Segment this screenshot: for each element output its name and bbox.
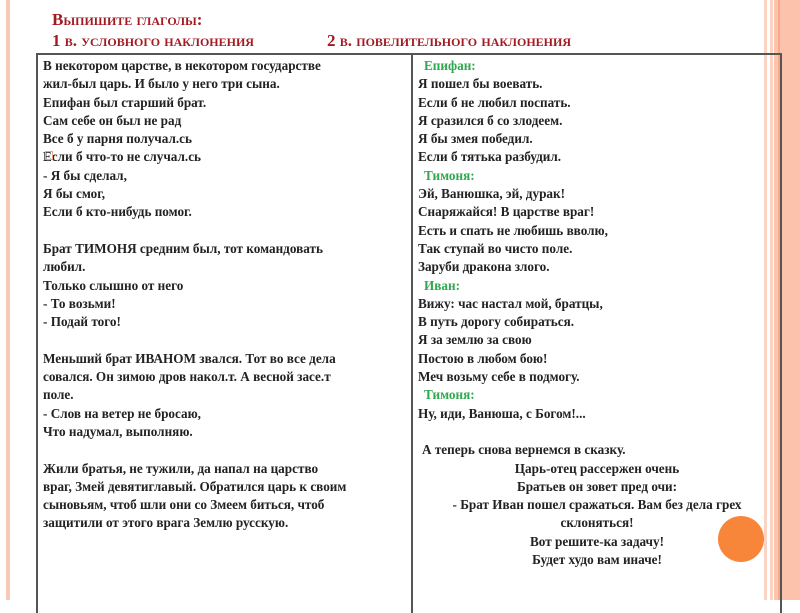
story-line: любил. — [43, 259, 86, 275]
story-line: жил-был царь. И было у него три сына. — [43, 76, 280, 92]
dialogue-line: Эй, Ванюшка, эй, дурак! — [418, 186, 565, 202]
story-line: - Слов на ветер не бросаю, — [43, 405, 201, 421]
story-line: Если б кто-нибудь помог. — [43, 204, 192, 220]
ending-line: Вот решите-ка задачу! — [530, 533, 664, 549]
story-line: Все б у парня получал.сь — [43, 131, 192, 147]
story-line: Только слышно от него — [43, 277, 184, 293]
story-line: В некотором царстве, в некотором государстве — [43, 58, 321, 73]
dialogue-line: Заруби дракона злого. — [418, 259, 550, 275]
ending-line: склоняться! — [560, 515, 634, 531]
blank-line — [43, 222, 407, 240]
dialogue-line: Ну, иди, Ванюша, с Богом!... — [418, 405, 586, 421]
story-line: Если б что-то не случал.сь — [43, 149, 202, 165]
story-line: враг, Змей девятиглавый. Обратился царь к своим — [43, 478, 347, 494]
story-line: - Я бы сделал, — [43, 167, 127, 183]
dialogue-line: Снаряжайся! В царстве враг! — [418, 204, 595, 220]
blank-line — [418, 423, 776, 441]
story-line: Брат ТИМОНЯ средним был, тот командовать — [43, 240, 323, 256]
story-line: Что надумал, выполняю. — [43, 423, 193, 439]
left-decorative-stripe — [6, 0, 10, 600]
story-line: Сам себе он был не рад — [43, 112, 182, 128]
dialogue-line: Есть и спать не любишь вволю, — [418, 222, 608, 238]
story-line: совался. Он зимою дров накол.т. А весной засе.т — [43, 369, 331, 385]
dialogue-line: Постою в любом бою! — [418, 350, 548, 366]
speaker-label: Тимоня: — [424, 387, 475, 403]
story-line: - То возьми! — [43, 295, 116, 311]
story-line: Жили братья, не тужили, да напал на царство — [43, 460, 319, 476]
dialogue-line: Я пошел бы воевать. — [418, 76, 543, 92]
blank-line — [43, 441, 407, 459]
speaker-label: Епифан: — [424, 58, 476, 73]
slide-title: Выпишите глаголы: — [52, 10, 203, 29]
ending-line: - Брат Иван пошел сражаться. Вам без дела грех — [452, 497, 742, 513]
dialogue-line: Так ступай во чисто поле. — [418, 240, 573, 256]
story-line: - Подай того! — [43, 314, 121, 330]
dialogue-line: Я сразился б со злодеем. — [418, 112, 563, 128]
speaker-label: Тимоня: — [424, 167, 475, 183]
dialogue-line: Если б тятька разбудил. — [418, 149, 562, 165]
ending-line: Братьев он зовет пред очи: — [516, 478, 677, 494]
story-line: поле. — [43, 387, 74, 403]
ending-line: Царь-отец рассержен очень — [514, 460, 680, 476]
story-column — [38, 55, 413, 613]
speaker-label: Иван: — [424, 277, 460, 293]
placeholder-glyph-icon — [45, 151, 53, 160]
dialogue-line: Я за землю за свою — [418, 332, 532, 348]
dialogue-line: Меч возьму себе в подмогу. — [418, 369, 580, 385]
story-line: Епифан был старший брат. — [43, 94, 207, 110]
dialogue-line: Вижу: час настал мой, братцы, — [418, 295, 603, 311]
story-line: защитили от этого врага Землю русскую. — [43, 515, 289, 531]
blank-line — [43, 331, 407, 349]
task-variant-2: 2 в. повелительного наклонения — [327, 31, 572, 50]
dialogue-column — [413, 55, 780, 613]
dialogue-line: Если б не любил поспать. — [418, 94, 571, 110]
ending-line: Будет худо вам иначе! — [532, 552, 662, 568]
task-variant-1: 1 в. условного наклонения — [52, 31, 254, 50]
ending-intro: А теперь снова вернемся в сказку. — [422, 442, 626, 458]
dialogue-line: Я бы змея победил. — [418, 131, 533, 147]
story-line: Я бы смог, — [43, 186, 106, 202]
story-line: сыновьям, чтоб шли они со Змеем биться, чтоб — [43, 497, 325, 513]
story-table — [36, 53, 782, 613]
stripe — [780, 0, 800, 600]
dialogue-line: В путь дорогу собираться. — [418, 314, 575, 330]
story-line: Меньший брат ИВАНОМ звался. Тот во все дела — [43, 350, 336, 366]
